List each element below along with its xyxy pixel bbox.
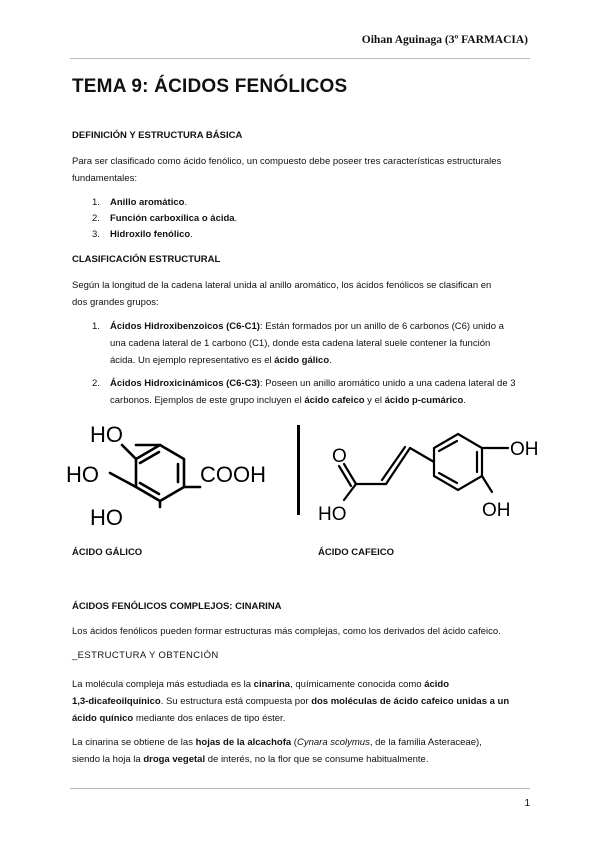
caffeic-label-o: O [332,446,347,467]
caffeic-acid-structure [312,420,557,530]
page-title: TEMA 9: ÁCIDOS FENÓLICOS [72,76,348,97]
section3-intro: Los ácidos fenólicos pueden formar estructuras más complejas, como los derivados del ácido cafeico. [72,626,501,637]
caffeic-oh-bond [482,476,492,492]
p1-line1-mid: , químicamente conocida como [290,679,425,690]
group2-example-1: ácido cafeico [304,395,365,406]
group1-name: Ácidos Hidroxibenzoicos (C6-C1) [110,321,260,332]
group2-line2-mid: y el [364,395,385,406]
caffeic-chain-bond [410,448,434,462]
classification-group-1 [92,318,530,369]
term-artichoke-leaves: hojas de la alcachofa [195,737,292,748]
term-cynara-scolymus: Cynara scolymus [296,737,370,748]
p2-line2-post: de interés, no la flor que se consume habitualmente. [205,754,429,765]
caption-gallic-acid: ÁCIDO GÁLICO [72,547,143,558]
classification-group-2 [92,375,530,409]
p1-line1-pre: La molécula compleja más estudiada es la [72,679,254,690]
caffeic-carbonyl-bond [344,464,356,484]
group2-line2-post: . [463,395,466,406]
gallic-label-cooh: COOH [200,462,266,487]
list-item-tail: . [234,213,238,224]
gallic-label-oh-mid: HO [66,462,99,487]
group1-example: ácido gálico [274,355,330,366]
list-item [92,197,187,208]
header-rule [70,58,530,59]
gallic-oh-bond [110,473,136,487]
group2-example-2: ácido p-cumárico [384,395,464,406]
p2-line2-pre: siendo la hoja la [72,754,144,765]
list-item-number: 1. [92,197,100,208]
group2-line1: : Poseen un anillo aromático unido a una cadena lateral de 3 [259,378,516,389]
section2-intro [72,277,530,311]
cinarina-paragraph-1 [72,676,530,727]
group1-line3-pre: ácida. Un ejemplo representativo es el [110,355,275,366]
term-cinarina: cinarina [253,679,291,690]
section-heading-cinarina: ÁCIDOS FENÓLICOS COMPLEJOS: CINARINA [72,601,282,612]
group2-line2-pre: carbonos. Ejemplos de este grupo incluyen el [110,395,305,406]
p2-line1-pre: La cinarina se obtiene de las [72,737,196,748]
caffeic-label-ho: HO [318,504,347,525]
section1-intro-line2: fundamentales: [72,173,137,184]
list-item [92,229,193,240]
caffeic-carbonyl-bond [339,466,351,486]
caffeic-label-oh-2: OH [482,500,511,521]
list-item-label: Función carboxílica o ácida [110,213,235,224]
term-quinic-acid: ácido quínico [72,713,134,724]
structure-divider [297,425,300,515]
gallic-acid-structure [60,412,280,530]
p2-line1-post: , de la familia Asteraceae), [369,737,482,748]
cinarina-paragraph-2 [72,734,530,768]
p1-line3-post: mediante dos enlaces de tipo éster. [133,713,286,724]
section1-intro-line1: Para ser clasificado como ácido fenólico, un compuesto debe poseer tres características estructurales [72,156,502,167]
caffeic-ring [434,434,482,490]
section2-intro-line1: Según la longitud de la cadena lateral unida al anillo aromático, los ácidos fenólicos se clasifican en [72,280,492,291]
list-item-number: 3. [92,229,100,240]
section2-intro-line2: dos grandes grupos: [72,297,159,308]
footer-rule [70,788,530,789]
caffeic-label-oh-1: OH [510,439,539,460]
subheading-structure: _ESTRUCTURA Y OBTENCIÓN [72,650,219,661]
section-heading-classification: CLASIFICACIÓN ESTRUCTURAL [72,254,221,265]
section-heading-definition: DEFINICIÓN Y ESTRUCTURA BÁSICA [72,130,243,141]
term-acido: ácido [424,679,450,690]
term-dicafeoilquinico: 1,3-dicafeoilquínico [72,696,161,707]
caffeic-double-bond [382,447,405,480]
list-item-tail: . [190,229,193,240]
header-author: Oihan Aguinaga (3º FARMACIA) [361,34,528,46]
list-item-number: 2. [92,213,100,224]
group1-line3-post: . [329,355,332,366]
gallic-label-oh-top: HO [90,422,123,447]
list-item-number: 1. [92,321,100,332]
list-item [92,213,237,224]
list-item-number: 2. [92,378,100,389]
gallic-oh-bond [122,445,136,459]
p2-line1-mid: ( [291,737,297,748]
page-number: 1 [524,798,530,809]
term-droga-vegetal: droga vegetal [143,754,206,765]
caffeic-double-bond [386,448,410,484]
list-item-label: Hidroxilo fenólico [110,229,191,240]
term-two-caffeic: dos moléculas de ácido cafeico unidas a un [311,696,510,707]
caption-caffeic-acid: ÁCIDO CAFEICO [318,547,394,558]
list-item-label: Anillo aromático [110,197,185,208]
list-item-tail: . [184,197,188,208]
group1-line2: una cadena lateral de 1 carbono (C1), donde esta cadena lateral suele contener la función [110,338,491,349]
group2-name: Ácidos Hidroxicinámicos (C6-C3) [110,378,260,389]
p1-line2-mid: . Su estructura está compuesta por [160,696,312,707]
group1-line1: : Están formados por un anillo de 6 carbonos (C6) unido a [259,321,504,332]
gallic-label-oh-bot: HO [90,505,123,530]
section1-intro [72,153,530,187]
